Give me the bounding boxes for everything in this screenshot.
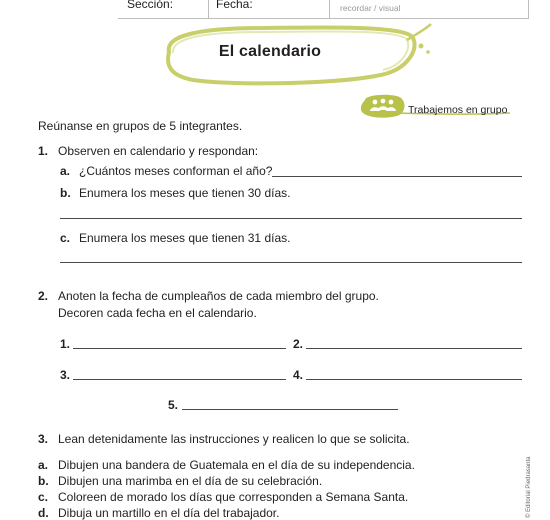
header-bar <box>0 0 550 19</box>
q2-slot-label: 3. <box>60 368 71 382</box>
page-title: El calendario <box>218 43 322 60</box>
q2-slot-line[interactable] <box>73 379 286 380</box>
q2-text-1: Anoten la fecha de cumpleaños de cada miembro del grupo. <box>58 289 379 303</box>
q1c-text: Enumera los meses que tienen 31 días. <box>79 231 291 245</box>
q1c-answer-line[interactable] <box>60 262 522 263</box>
q2-slot-line[interactable] <box>182 409 398 410</box>
hint-cell <box>330 0 529 19</box>
q1b-text: Enumera los meses que tienen 30 días. <box>79 186 291 200</box>
q3-item-letter: a. <box>38 458 49 472</box>
q3-item-text: Coloreen de morado los días que corresponden a Semana Santa. <box>58 490 409 504</box>
intro-text: Reúnanse en grupos de 5 integrantes. <box>38 119 243 133</box>
q1c-letter: c. <box>60 231 71 245</box>
q3-item-letter: c. <box>38 490 49 504</box>
q1b-answer-line[interactable] <box>60 218 522 219</box>
q3-item-text: Dibuja un martillo en el día del trabajador. <box>58 506 280 520</box>
side-copyright-text: © Editorial Piedrasanta <box>526 456 532 518</box>
q3-item-text: Dibujen una bandera de Guatemala en el día de su independencia. <box>58 458 415 472</box>
q2-text-2: Decoren cada fecha en el calendario. <box>58 306 257 320</box>
q2-slot-line[interactable] <box>306 379 522 380</box>
q1b-letter: b. <box>60 186 71 200</box>
seccion-cell <box>118 0 209 19</box>
q2-slot-label: 1. <box>60 337 71 351</box>
badge-label: Trabajemos en grupo <box>408 104 508 116</box>
q1-number: 1. <box>38 144 49 158</box>
seccion-label: Sección: <box>127 0 174 11</box>
q2-slot-line[interactable] <box>73 348 286 349</box>
q1-text: Observen en calendario y respondan: <box>58 144 259 158</box>
q3-item-letter: b. <box>38 474 49 488</box>
q2-slot-label: 5. <box>168 398 179 412</box>
header-hint: recordar / visual <box>340 3 401 13</box>
q3-number: 3. <box>38 432 49 446</box>
q1a-text: ¿Cuántos meses conforman el año? <box>79 164 273 178</box>
q2-slot-label: 2. <box>293 337 304 351</box>
side-copyright <box>522 455 532 518</box>
q1a-letter: a. <box>60 164 71 178</box>
q2-slot-label: 4. <box>293 368 304 382</box>
q3-item-letter: d. <box>38 506 49 520</box>
q2-slot-line[interactable] <box>306 348 522 349</box>
fecha-label: Fecha: <box>216 0 253 11</box>
q3-text: Lean detenidamente las instrucciones y realicen lo que se solicita. <box>58 432 410 446</box>
q2-number: 2. <box>38 289 49 303</box>
q3-item-text: Dibujen una marimba en el día de su celebración. <box>58 474 323 488</box>
fecha-cell <box>209 0 330 19</box>
q1a-answer-line[interactable] <box>272 176 522 177</box>
